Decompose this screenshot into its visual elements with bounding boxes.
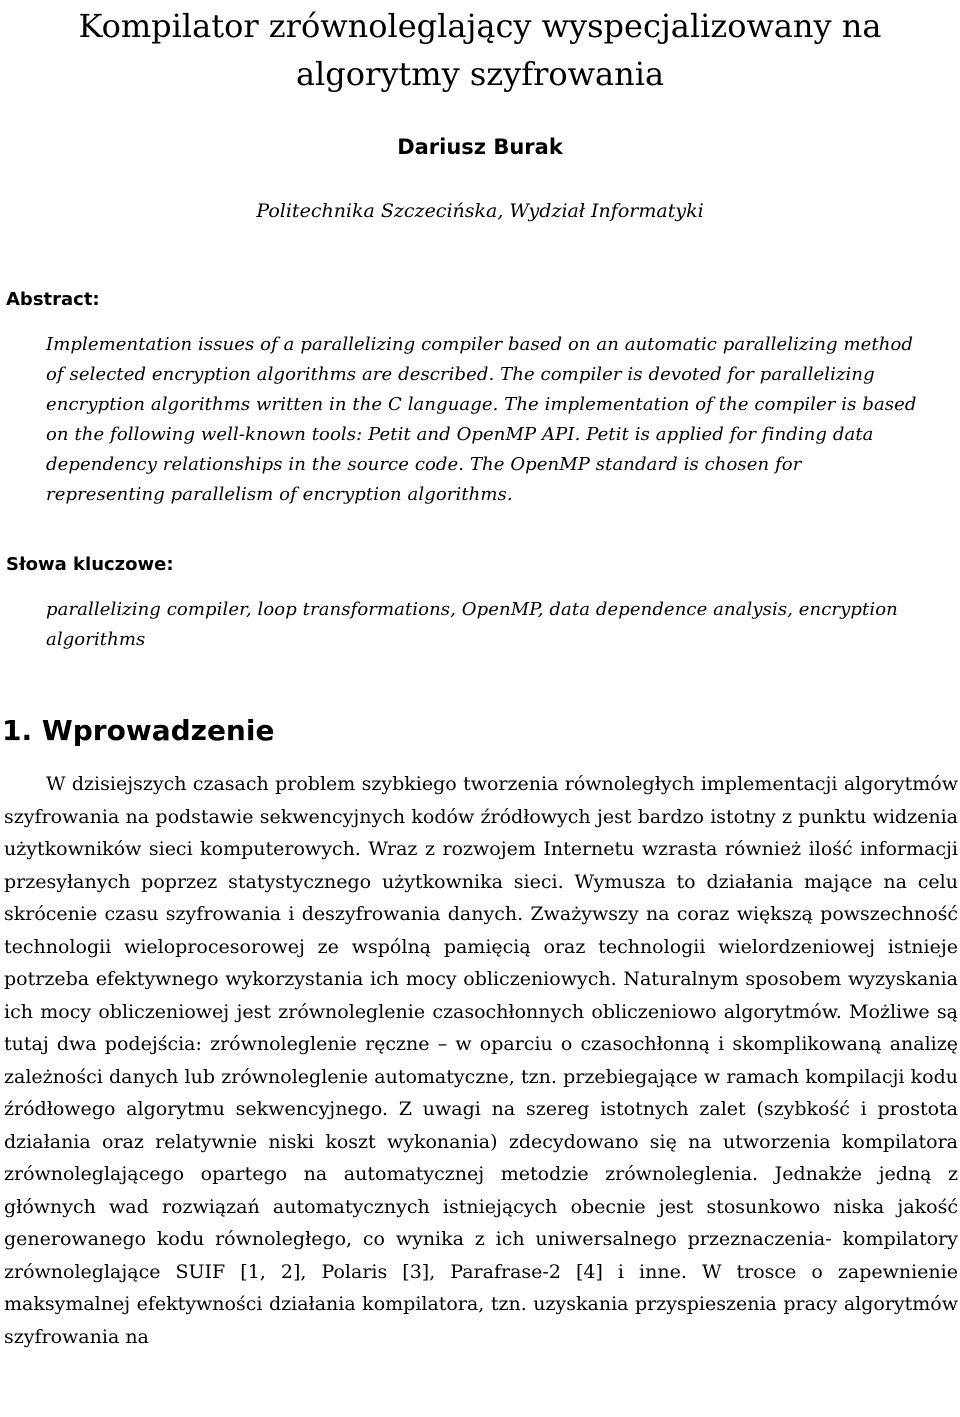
keywords-text: parallelizing compiler, loop transformations, OpenMP, data dependence analysis, encryption algorithms	[46, 599, 898, 650]
paper-title: Kompilator zrównoleglający wyspecjalizowany na algorytmy szyfrowania	[78, 7, 882, 93]
section-body-text: W dzisiejszych czasach problem szybkiego tworzenia równoległych implementacji algorytmów szyfrowania na podstawie sekwencyjnych kodów źródłowych jest bardzo istotny z punktu widzenia użytkowników sieci komputerowych. Wraz z rozwojem Internetu wzrasta również ilość informacji przesyłanych poprzez statystycznego użytkownika sieci. Wymusza to działania mające na celu skrócenie czasu szyfrowania i deszyfrowania danych. Zważywszy na coraz większą powszechność technologii wieloprocesorowej ze wspólną pamięcią oraz technologii wielordzeniowej istnieje potrzeba efektywnego wykorzystania ich mocy obliczeniowych. Naturalnym sposobem wyzyskania ich mocy obliczeniowej jest zrównoleglenie czasochłonnych obliczeniowo algorytmów. Możliwe są tutaj dwa podejścia: zrównoleglenie ręczne – w oparciu o czasochłonną i skomplikowaną analizę zależności danych lub zrównoleglenie automatyczne, tzn. przebiegające w ramach kompilacji kodu źródłowego algorytmu sekwencyjnego. Z uwagi na szereg istotnych zalet (szybkość i prostota działania oraz relatywnie niski koszt wykonania) zdecydowano się na utworzenia kompilatora zrównoleglającego opartego na automatycznej metodzie zrównoleglenia. Jednakże jedną z głównych wad rozwiązań automatycznych istniejących obecnie jest stosunkowo niska jakość generowanego kodu równoległego, co wynika z ich uniwersalnego przeznaczenia- kompilatory zrównoleglające SUIF [1, 2], Polaris [3], Parafrase-2 [4] i inne. W trosce o zapewnienie maksymalnej efektywności działania kompilatora, tzn. uzyskania przyspieszenia pracy algorytmów szyfrowania na	[4, 773, 958, 1348]
author-affiliation: Politechnika Szczecińska, Wydział Informatyki	[256, 200, 704, 222]
section-heading: 1. Wprowadzenie	[2, 714, 275, 747]
abstract-text: Implementation issues of a parallelizing compiler based on an automatic parallelizing method of selected encryption algorithms are described. The compiler is devoted for parallelizing encryption algorithms written in the C language. The implementation of the compiler is based on the following well-known tools: Petit and OpenMP API. Petit is applied for finding data dependency relationships in the source code. The OpenMP standard is chosen for representing parallelism of encryption algorithms.	[46, 334, 917, 505]
author-name: Dariusz Burak	[397, 135, 563, 159]
keywords-heading: Słowa kluczowe:	[6, 554, 174, 575]
abstract-heading: Abstract:	[6, 289, 100, 310]
